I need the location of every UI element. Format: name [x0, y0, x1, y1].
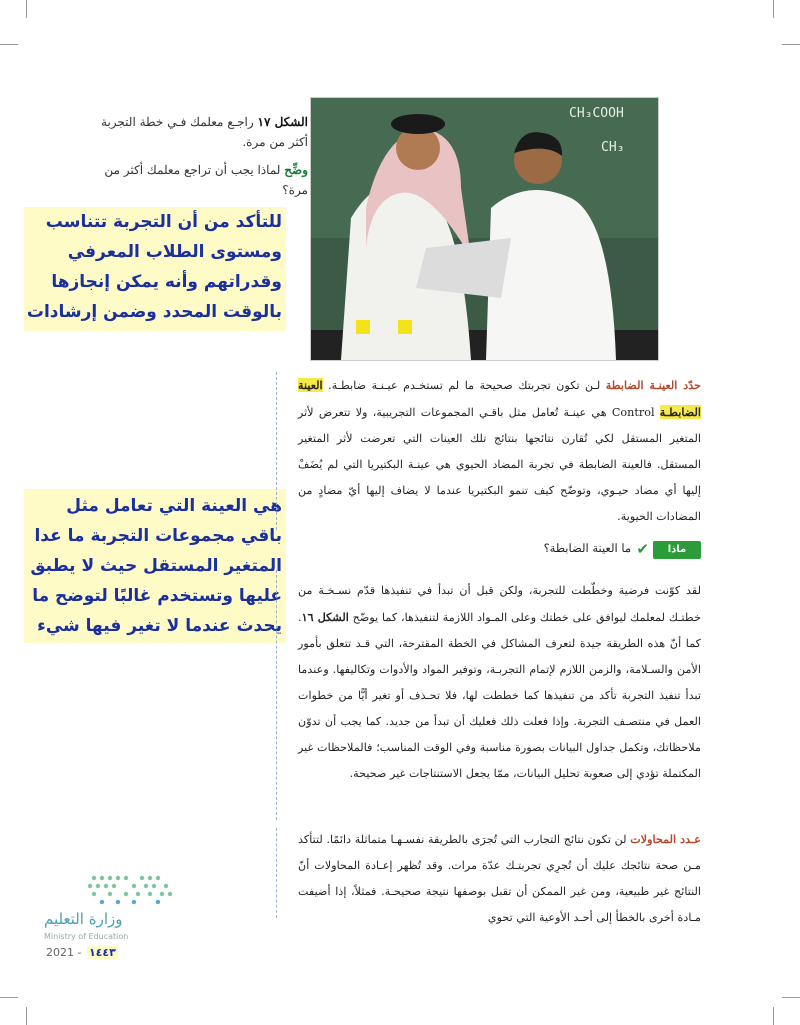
caption-question: لماذا يجب أن تراجع معلمك أكثر من مرة؟	[104, 163, 308, 197]
paragraph-text: لن تكون نتائج التجارب التي تُجرَى بالطريقة نفسـهـا متماثلة دائمًا. لتتأكد مـن صحة نتائجك عليك أن تُجرِي تجربتـك عدّة مرات. وقد تُظهر إعـادة المحاولات أنّ النتائج غير طبيعية، ومن غير الممكن أن تقبل بوصفها نتيجة صحيحـة. فمثلاً، إذا أضيفت مـادة أخرى بالخطأ إلى أحـد الأوعية التي تحوي	[298, 833, 701, 924]
teacher-student-illustration	[311, 98, 658, 360]
crop-mark	[782, 997, 800, 998]
ministry-name-english: Ministry of Education	[44, 932, 129, 941]
section-heading: عـدد المحاولات	[630, 832, 701, 846]
crop-mark	[782, 44, 800, 45]
ministry-logo-dots	[86, 872, 176, 906]
classroom-photo	[310, 97, 659, 361]
crop-mark	[0, 997, 18, 998]
paragraph-text: لقد كوّنت فرضية وخطّطت للتجربة، ولكن قبل أن تبدأ في تنفيذها قدّم نسـخـة من خطتـك لمعلمك ليوافق على خطتك وعلى المـواد اللازمة لتنفيذها، كما يوضّح	[298, 584, 701, 624]
section-plan-review	[298, 578, 701, 787]
ministry-name-arabic: وزارة التعليم	[44, 910, 123, 928]
paragraph-text: Control هي عينـة تُعامل مثل باقـي المجموعات التجريبية، ولا تتعرض لأثر المتغير المستقل لكي تُقارن نتائجها بنتائج تلك العينات التي تعرضت لأثر المتغير المستقل. فالعينة الضابطة في تجربة المضاد الحيوي هي عينـة البكتيريا التي لم يُضَفْ إليها أي مضاد حيـوي، وتوضّح كيف تنمو البكتيريا عندما لا يضاف إليها أيّ مضادٍ من المضادات الحيوية.	[298, 406, 701, 523]
paragraph-text: . كما أنّ هذه الطريقة جيدة لتعرف المشاكل في الخطة المقترحة، التي قـد تتعلق بأمور الأمن والسـلامة، والزمن اللازم لإتمام التجربـة، وتوفير المواد والأدوات وتكاليفها. وعندما تبدأ تنفيذ التجربة تأكد من تنفيذها كما خططت لها، فلا تحـذف أو تغير أيًّا من خطوات العمل في منتصـف التجربة. وإذا فعلت ذلك فعليك أن تبدأ من جديد. كما يجب أن تدوّن ملاحظاتك، وتكمل جداول البيانات بصورة مناسبة وفي الوقت المناسب؛ فالملاحظات غير المكتملة تؤدي إلى صعوبة تحليل البيانات، ممّا يجعل الاستنتاجات غير صحيحة.	[298, 611, 701, 780]
section-heading: حدّد العينـة الضابطة	[605, 378, 701, 392]
caption-line: راجـع معلمك فـي خطة التجربة أكثر من مرة.	[101, 115, 308, 149]
caption-verb: وضِّح	[284, 163, 308, 177]
crop-mark	[26, 0, 27, 18]
edition-year: 2021 -	[46, 946, 85, 959]
figure-reference: الشكل ١٦	[301, 610, 349, 624]
crop-mark	[773, 1007, 774, 1025]
board-formula: CH₃COOH	[569, 106, 624, 121]
highlighted-term: العينة الضابطـة	[298, 378, 701, 419]
figure-label: الشكل ١٧	[257, 115, 308, 129]
crop-mark	[0, 44, 18, 45]
margin-rule	[276, 372, 277, 530]
crop-mark	[26, 1007, 27, 1025]
section-control-sample	[298, 372, 701, 530]
what-read-badge: ماذا قرأت؟	[653, 541, 701, 559]
paragraph-text: لـن تكون تجربتك صحيحة ما لم تستخـدم عيـنـة ضابطـة.	[322, 379, 606, 392]
what-did-you-read	[478, 540, 701, 573]
page-number-value: ١٤٤٣	[88, 946, 116, 959]
section-trials	[298, 826, 701, 931]
checkmark-icon: ✔	[636, 540, 649, 558]
margin-rule	[276, 570, 277, 820]
answer-note-2: هي العينة التي تعامل مثل باقي مجموعات التجربة ما عدا المتغير المستقل حيث لا يطبق عليها وتستخدم غالبًا لتوضح ما يحدث عندما لا تغير فيها شيء	[24, 489, 286, 643]
what-read-question: ما العينة الضابطة؟	[543, 541, 631, 555]
crop-mark	[773, 0, 774, 18]
answer-note-1: للتأكد من أن التجربة تتناسب ومستوى الطلاب المعرفي وقدراتهم وأنه يمكن إنجازها بالوقت المحدد وضمن إرشادات	[24, 207, 286, 331]
board-formula: CH₃	[601, 140, 625, 155]
figure-caption	[78, 112, 308, 200]
margin-rule	[276, 828, 277, 918]
page-number	[44, 946, 118, 959]
